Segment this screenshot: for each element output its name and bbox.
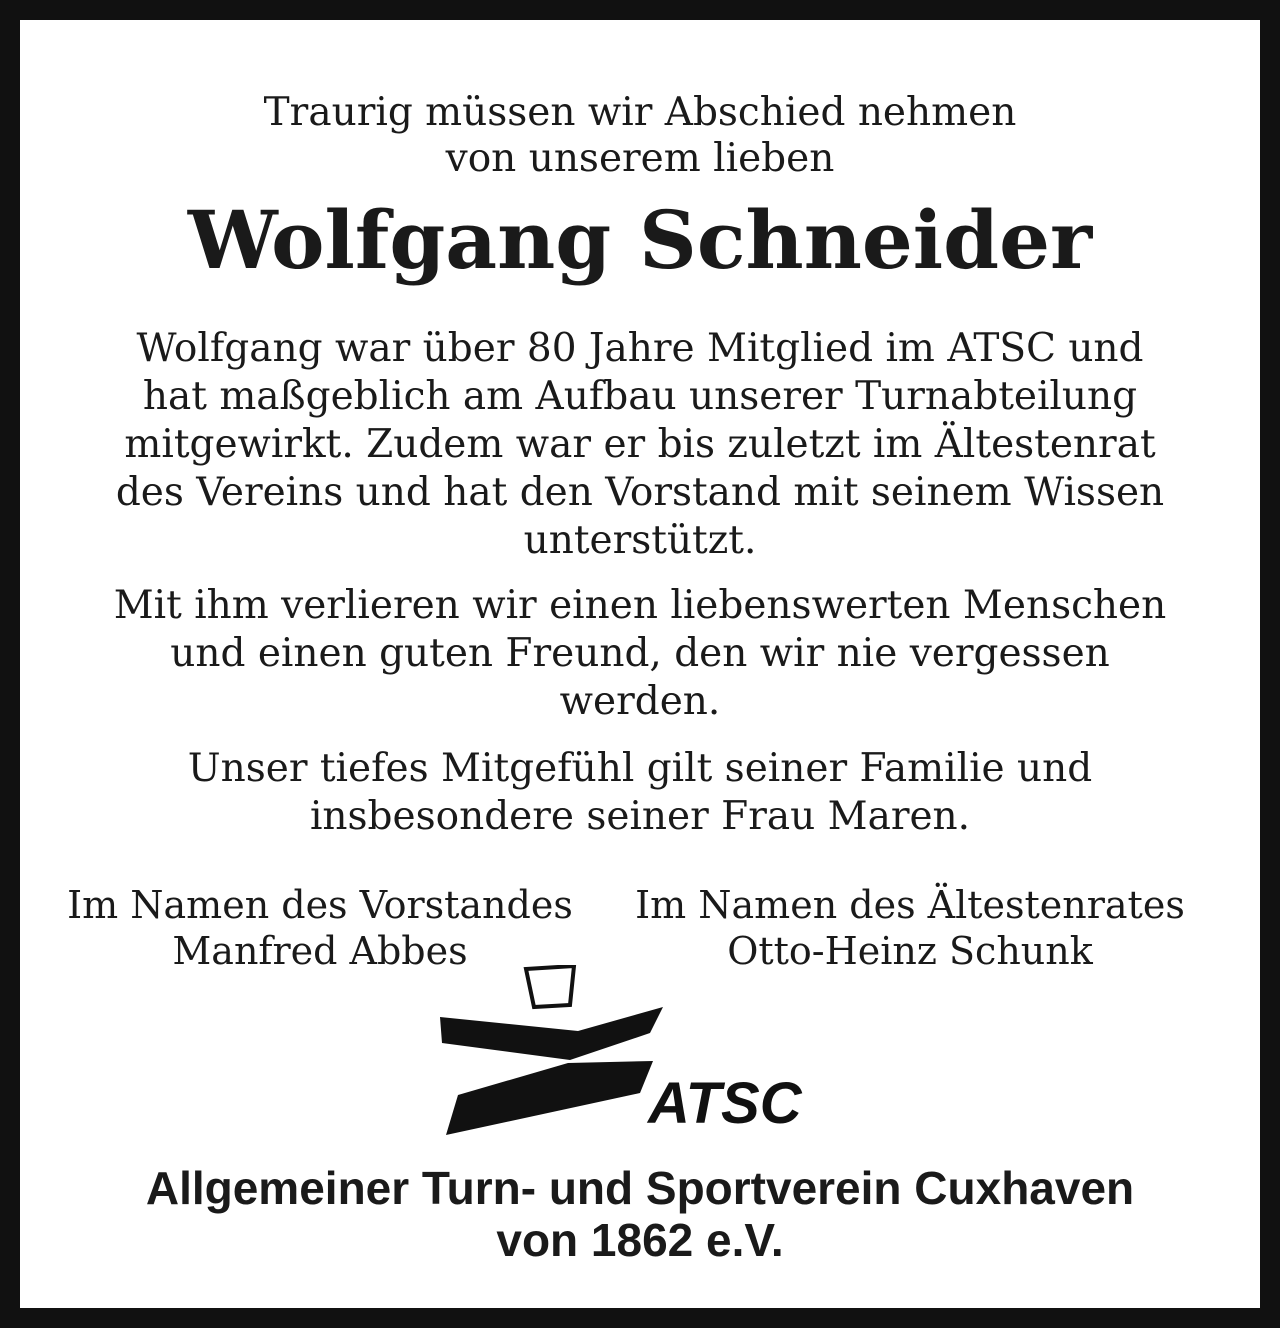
intro-line-1: Traurig müssen wir Abschied nehmen	[263, 90, 1017, 135]
signature-left-role: Im Namen des Vorstandes	[67, 883, 573, 927]
paragraph-line: mitgewirkt. Zudem war er bis zuletzt im Ältestenrat	[124, 422, 1156, 467]
deceased-name: Wolfgang Schneider	[187, 193, 1093, 287]
paragraph-line: Wolfgang war über 80 Jahre Mitglied im ATSC und	[136, 326, 1144, 371]
paragraph-line: Unser tiefes Mitgefühl gilt seiner Familie und	[187, 746, 1093, 791]
paragraph-line: des Vereins und hat den Vorstand mit seinem Wissen	[115, 470, 1165, 515]
paragraph-line: Mit ihm verlieren wir einen liebenswerten Menschen	[113, 583, 1167, 628]
paragraph-line: werden.	[559, 679, 721, 724]
paragraph-line: hat maßgeblich am Aufbau unserer Turnabteilung	[142, 374, 1138, 419]
paragraph-line: insbesondere seiner Frau Maren.	[309, 794, 971, 839]
signature-right-name: Otto-Heinz Schunk	[727, 929, 1093, 973]
signature-right-role: Im Namen des Ältestenrates	[635, 883, 1185, 927]
paragraph-line: unterstützt.	[523, 518, 757, 563]
club-name-line-2: von 1862 e.V.	[496, 1214, 784, 1266]
logo-text: ATSC	[648, 1071, 802, 1136]
atsc-logo-icon	[428, 965, 848, 1145]
club-name-line-1: Allgemeiner Turn- und Sportverein Cuxhaven	[145, 1162, 1135, 1214]
paragraph-line: und einen guten Freund, den wir nie vergessen	[170, 631, 1110, 676]
intro-line-2: von unserem lieben	[445, 136, 835, 181]
signature-left-name: Manfred Abbes	[172, 929, 468, 973]
